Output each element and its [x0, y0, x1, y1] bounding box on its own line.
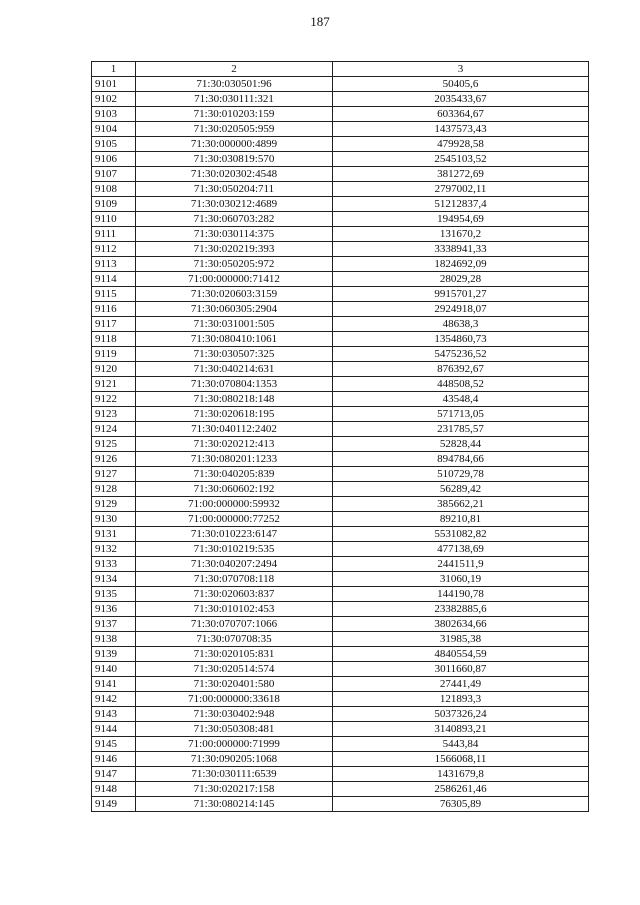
value-cell: 510729,78: [333, 467, 589, 482]
row-number-cell: 9149: [92, 797, 136, 812]
cadastral-number-cell: 71:30:030501:96: [136, 77, 333, 92]
cadastral-number-cell: 71:30:060305:2904: [136, 302, 333, 317]
table-row: [92, 482, 589, 497]
value-cell: 448508,52: [333, 377, 589, 392]
cadastral-number-cell: 71:30:080201:1233: [136, 452, 333, 467]
value-cell: 23382885,6: [333, 602, 589, 617]
row-number-cell: 9130: [92, 512, 136, 527]
row-number-cell: 9146: [92, 752, 136, 767]
row-number-cell: 9118: [92, 332, 136, 347]
value-cell: 48638,3: [333, 317, 589, 332]
row-number-cell: 9113: [92, 257, 136, 272]
cadastral-number-cell: 71:30:060703:282: [136, 212, 333, 227]
row-number-cell: 9109: [92, 197, 136, 212]
header-row: [92, 62, 589, 77]
cadastral-number-cell: 71:30:080410:1061: [136, 332, 333, 347]
row-number-cell: 9101: [92, 77, 136, 92]
table-row: [92, 527, 589, 542]
table-row: [92, 257, 589, 272]
table-row: [92, 662, 589, 677]
table-row: [92, 617, 589, 632]
cadastral-number-cell: 71:30:070708:35: [136, 632, 333, 647]
row-number-cell: 9116: [92, 302, 136, 317]
row-number-cell: 9106: [92, 152, 136, 167]
value-cell: 1431679,8: [333, 767, 589, 782]
table-row: [92, 212, 589, 227]
cadastral-number-cell: 71:00:000000:71412: [136, 272, 333, 287]
value-cell: 4840554,59: [333, 647, 589, 662]
value-cell: 894784,66: [333, 452, 589, 467]
value-cell: 1566068,11: [333, 752, 589, 767]
value-cell: 1354860,73: [333, 332, 589, 347]
table-body: [92, 77, 589, 812]
value-cell: 43548,4: [333, 392, 589, 407]
value-cell: 9915701,27: [333, 287, 589, 302]
row-number-cell: 9137: [92, 617, 136, 632]
row-number-cell: 9133: [92, 557, 136, 572]
value-cell: 27441,49: [333, 677, 589, 692]
table-row: [92, 722, 589, 737]
value-cell: 231785,57: [333, 422, 589, 437]
cadastral-number-cell: 71:30:030111:6539: [136, 767, 333, 782]
cadastral-number-cell: 71:30:040112:2402: [136, 422, 333, 437]
value-cell: 571713,05: [333, 407, 589, 422]
cadastral-number-cell: 71:30:020618:195: [136, 407, 333, 422]
value-cell: 2586261,46: [333, 782, 589, 797]
header-col-3: 3: [333, 62, 589, 77]
cadastral-number-cell: 71:30:070707:1066: [136, 617, 333, 632]
cadastral-number-cell: 71:30:010219:535: [136, 542, 333, 557]
row-number-cell: 9110: [92, 212, 136, 227]
cadastral-number-cell: 71:30:030111:321: [136, 92, 333, 107]
table-row: [92, 692, 589, 707]
cadastral-number-cell: 71:30:080218:148: [136, 392, 333, 407]
value-cell: 381272,69: [333, 167, 589, 182]
cadastral-number-cell: 71:00:000000:33618: [136, 692, 333, 707]
row-number-cell: 9122: [92, 392, 136, 407]
row-number-cell: 9123: [92, 407, 136, 422]
cadastral-number-cell: 71:30:010102:453: [136, 602, 333, 617]
value-cell: 31985,38: [333, 632, 589, 647]
row-number-cell: 9145: [92, 737, 136, 752]
row-number-cell: 9131: [92, 527, 136, 542]
value-cell: 5037326,24: [333, 707, 589, 722]
value-cell: 2797002,11: [333, 182, 589, 197]
row-number-cell: 9121: [92, 377, 136, 392]
row-number-cell: 9127: [92, 467, 136, 482]
value-cell: 5531082,82: [333, 527, 589, 542]
row-number-cell: 9117: [92, 317, 136, 332]
cadastral-number-cell: 71:30:070804:1353: [136, 377, 333, 392]
row-number-cell: 9144: [92, 722, 136, 737]
value-cell: 3802634,66: [333, 617, 589, 632]
table-row: [92, 317, 589, 332]
table-row: [92, 797, 589, 812]
table-row: [92, 407, 589, 422]
header-col-2: 2: [136, 62, 333, 77]
row-number-cell: 9111: [92, 227, 136, 242]
value-cell: 121893,3: [333, 692, 589, 707]
value-cell: 31060,19: [333, 572, 589, 587]
row-number-cell: 9107: [92, 167, 136, 182]
row-number-cell: 9112: [92, 242, 136, 257]
row-number-cell: 9139: [92, 647, 136, 662]
cadastral-number-cell: 71:30:020401:580: [136, 677, 333, 692]
row-number-cell: 9147: [92, 767, 136, 782]
cadastral-number-cell: 71:30:020217:158: [136, 782, 333, 797]
table-header: [92, 62, 589, 77]
row-number-cell: 9134: [92, 572, 136, 587]
table-row: [92, 347, 589, 362]
table-row: [92, 167, 589, 182]
cadastral-number-cell: 71:30:020212:413: [136, 437, 333, 452]
table-row: [92, 602, 589, 617]
row-number-cell: 9126: [92, 452, 136, 467]
table-row: [92, 197, 589, 212]
table-row: [92, 782, 589, 797]
value-cell: 603364,67: [333, 107, 589, 122]
value-cell: 131670,2: [333, 227, 589, 242]
row-number-cell: 9103: [92, 107, 136, 122]
cadastral-number-cell: 71:30:060602:192: [136, 482, 333, 497]
table-row: [92, 182, 589, 197]
value-cell: 2545103,52: [333, 152, 589, 167]
value-cell: 477138,69: [333, 542, 589, 557]
value-cell: 28029,28: [333, 272, 589, 287]
value-cell: 1437573,43: [333, 122, 589, 137]
value-cell: 2924918,07: [333, 302, 589, 317]
cadastral-number-cell: 71:30:070708:118: [136, 572, 333, 587]
value-cell: 56289,42: [333, 482, 589, 497]
table-row: [92, 332, 589, 347]
cadastral-number-cell: 71:30:030114:375: [136, 227, 333, 242]
row-number-cell: 9142: [92, 692, 136, 707]
table-row: [92, 467, 589, 482]
cadastral-number-cell: 71:00:000000:71999: [136, 737, 333, 752]
row-number-cell: 9135: [92, 587, 136, 602]
row-number-cell: 9136: [92, 602, 136, 617]
cadastral-number-cell: 71:30:000000:4899: [136, 137, 333, 152]
table-row: [92, 767, 589, 782]
value-cell: 385662,21: [333, 497, 589, 512]
value-cell: 1824692,09: [333, 257, 589, 272]
cadastral-number-cell: 71:30:020514:574: [136, 662, 333, 677]
cadastral-number-cell: 71:30:050308:481: [136, 722, 333, 737]
cadastral-number-cell: 71:30:020219:393: [136, 242, 333, 257]
table-row: [92, 677, 589, 692]
cadastral-number-cell: 71:30:050204:711: [136, 182, 333, 197]
value-cell: 52828,44: [333, 437, 589, 452]
table-row: [92, 242, 589, 257]
table-row: [92, 632, 589, 647]
value-cell: 194954,69: [333, 212, 589, 227]
value-cell: 51212837,4: [333, 197, 589, 212]
page-number: 187: [310, 14, 330, 29]
cadastral-number-cell: 71:30:020603:837: [136, 587, 333, 602]
cadastral-number-cell: 71:30:030212:4689: [136, 197, 333, 212]
table-row: [92, 92, 589, 107]
cadastral-number-cell: 71:00:000000:59932: [136, 497, 333, 512]
table-row: [92, 152, 589, 167]
table-row: [92, 392, 589, 407]
data-table: [91, 61, 589, 812]
value-cell: 2035433,67: [333, 92, 589, 107]
table-row: [92, 752, 589, 767]
row-number-cell: 9119: [92, 347, 136, 362]
row-number-cell: 9138: [92, 632, 136, 647]
table-row: [92, 542, 589, 557]
value-cell: 876392,67: [333, 362, 589, 377]
table-row: [92, 557, 589, 572]
row-number-cell: 9143: [92, 707, 136, 722]
table-row: [92, 302, 589, 317]
cadastral-number-cell: 71:30:030819:570: [136, 152, 333, 167]
table-row: [92, 647, 589, 662]
row-number-cell: 9132: [92, 542, 136, 557]
cadastral-number-cell: 71:30:090205:1068: [136, 752, 333, 767]
row-number-cell: 9105: [92, 137, 136, 152]
table-row: [92, 707, 589, 722]
cadastral-number-cell: 71:30:020105:831: [136, 647, 333, 662]
row-number-cell: 9124: [92, 422, 136, 437]
row-number-cell: 9104: [92, 122, 136, 137]
cadastral-number-cell: 71:00:000000:77252: [136, 512, 333, 527]
value-cell: 2441511,9: [333, 557, 589, 572]
cadastral-number-cell: 71:30:080214:145: [136, 797, 333, 812]
row-number-cell: 9108: [92, 182, 136, 197]
table-row: [92, 452, 589, 467]
table-row: [92, 122, 589, 137]
table-row: [92, 422, 589, 437]
table-row: [92, 272, 589, 287]
row-number-cell: 9148: [92, 782, 136, 797]
table-row: [92, 362, 589, 377]
value-cell: 3140893,21: [333, 722, 589, 737]
value-cell: 144190,78: [333, 587, 589, 602]
table-row: [92, 497, 589, 512]
table-row: [92, 287, 589, 302]
value-cell: 479928,58: [333, 137, 589, 152]
row-number-cell: 9129: [92, 497, 136, 512]
value-cell: 89210,81: [333, 512, 589, 527]
value-cell: 50405,6: [333, 77, 589, 92]
cadastral-number-cell: 71:30:040214:631: [136, 362, 333, 377]
cadastral-number-cell: 71:30:020302:4548: [136, 167, 333, 182]
cadastral-number-cell: 71:30:010223:6147: [136, 527, 333, 542]
table-row: [92, 227, 589, 242]
cadastral-number-cell: 71:30:030402:948: [136, 707, 333, 722]
cadastral-number-cell: 71:30:020603:3159: [136, 287, 333, 302]
row-number-cell: 9114: [92, 272, 136, 287]
row-number-cell: 9102: [92, 92, 136, 107]
table-row: [92, 512, 589, 527]
table-row: [92, 587, 589, 602]
cadastral-number-cell: 71:30:031001:505: [136, 317, 333, 332]
value-cell: 3338941,33: [333, 242, 589, 257]
row-number-cell: 9140: [92, 662, 136, 677]
value-cell: 76305,89: [333, 797, 589, 812]
table-row: [92, 437, 589, 452]
table-row: [92, 737, 589, 752]
cadastral-number-cell: 71:30:040205:839: [136, 467, 333, 482]
table-row: [92, 137, 589, 152]
row-number-cell: 9141: [92, 677, 136, 692]
table-row: [92, 572, 589, 587]
table-row: [92, 77, 589, 92]
value-cell: 3011660,87: [333, 662, 589, 677]
header-col-1: 1: [92, 62, 136, 77]
cadastral-number-cell: 71:30:030507:325: [136, 347, 333, 362]
table-row: [92, 377, 589, 392]
value-cell: 5475236,52: [333, 347, 589, 362]
row-number-cell: 9128: [92, 482, 136, 497]
row-number-cell: 9120: [92, 362, 136, 377]
table-row: [92, 107, 589, 122]
cadastral-number-cell: 71:30:040207:2494: [136, 557, 333, 572]
cadastral-number-cell: 71:30:020505:959: [136, 122, 333, 137]
row-number-cell: 9115: [92, 287, 136, 302]
row-number-cell: 9125: [92, 437, 136, 452]
value-cell: 5443,84: [333, 737, 589, 752]
cadastral-number-cell: 71:30:050205:972: [136, 257, 333, 272]
cadastral-number-cell: 71:30:010203:159: [136, 107, 333, 122]
